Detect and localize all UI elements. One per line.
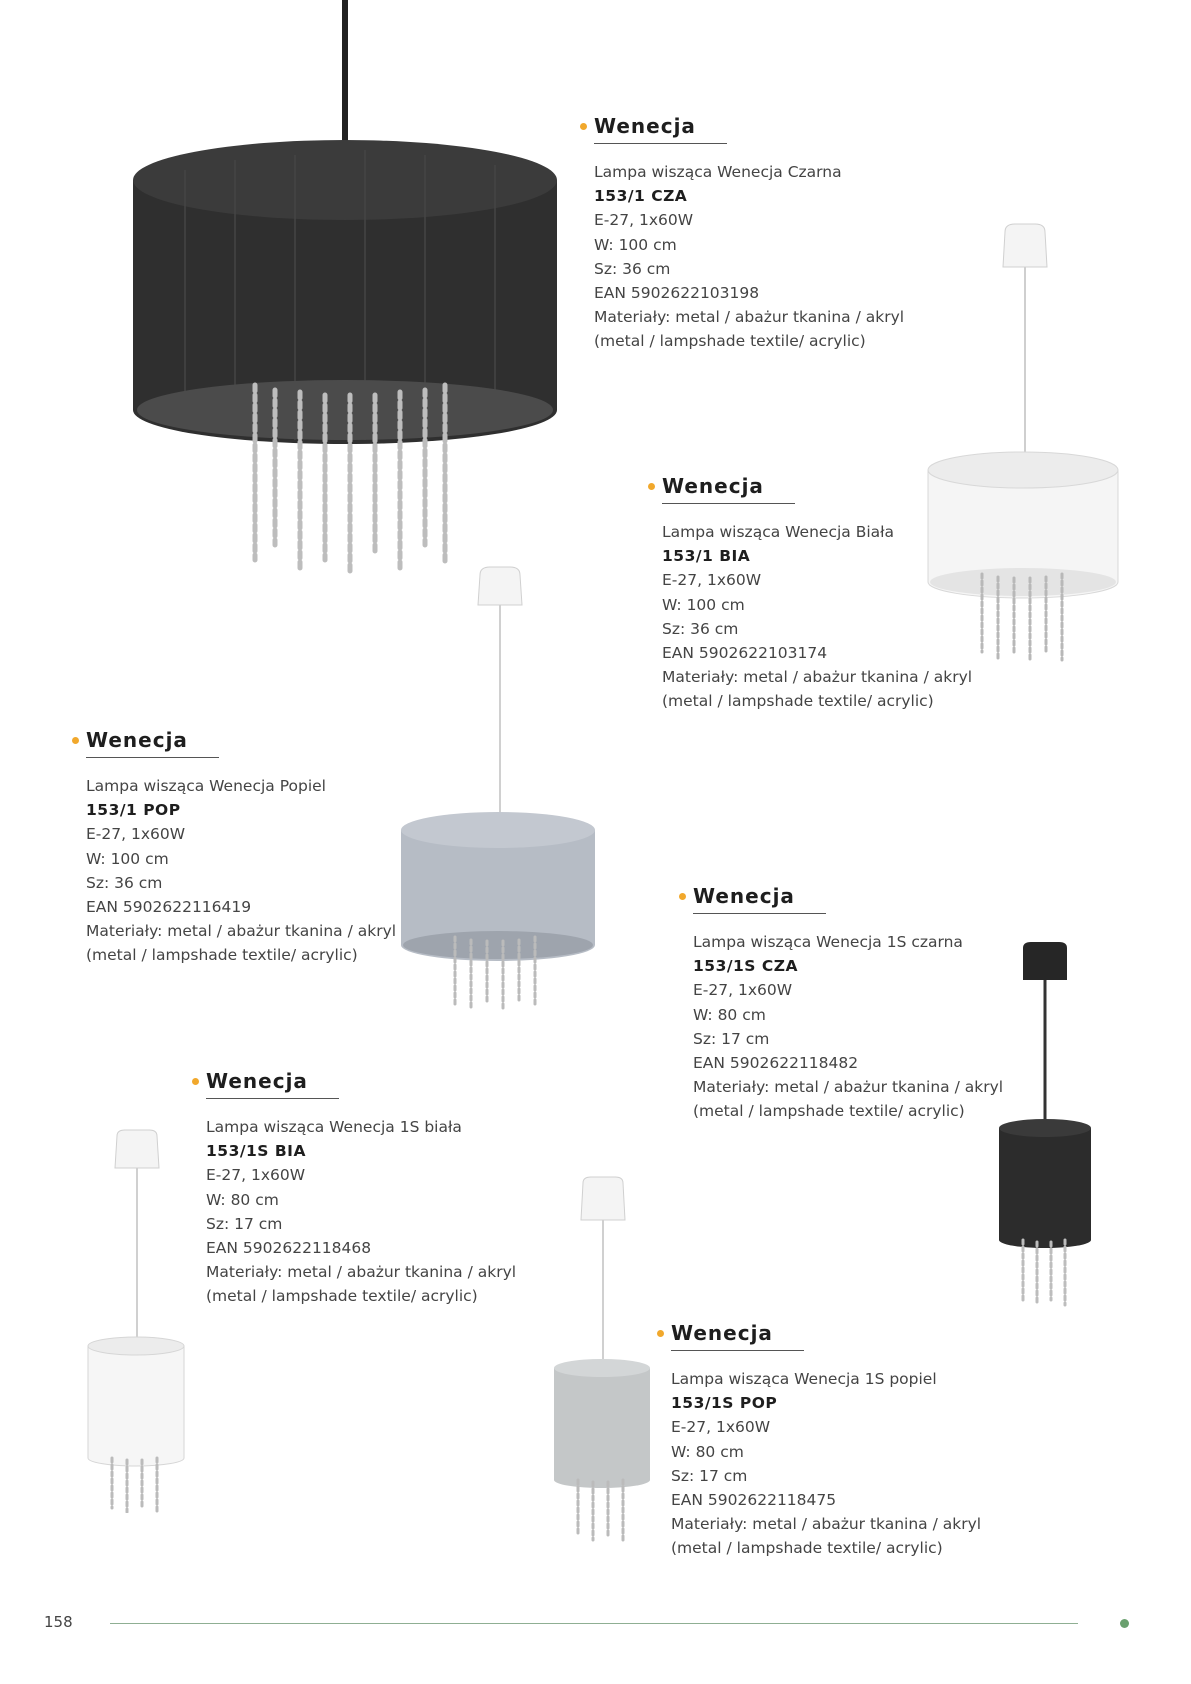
product-code: 153/1 BIA: [662, 547, 751, 566]
product-ean: EAN 5902622103198: [594, 284, 760, 303]
product-materials-en: (metal / lampshade textile/ acrylic): [86, 946, 358, 965]
product-title: Wenecja: [693, 884, 795, 908]
product-title: Wenecja: [86, 728, 188, 752]
product-wenecja-1s-czarna: [693, 884, 1003, 1124]
footer-dot-icon: [1120, 1619, 1129, 1628]
product-materials-en: (metal / lampshade textile/ acrylic): [693, 1102, 965, 1121]
product-materials-en: (metal / lampshade textile/ acrylic): [671, 1539, 943, 1558]
product-ean: EAN 5902622118468: [206, 1239, 372, 1258]
product-height: W: 80 cm: [671, 1442, 744, 1461]
product-title: Wenecja: [594, 114, 696, 138]
product-materials-en: (metal / lampshade textile/ acrylic): [662, 692, 934, 711]
product-height: W: 100 cm: [662, 595, 745, 614]
heading-underline: [86, 757, 219, 759]
product-heading: [679, 884, 1003, 914]
lamp-image-grey-drum: [395, 565, 600, 1010]
product-width: Sz: 36 cm: [662, 619, 739, 638]
product-heading: [657, 1321, 981, 1351]
bullet-dot-icon: [580, 123, 587, 130]
product-width: Sz: 36 cm: [594, 259, 671, 278]
page-number: 158: [44, 1613, 73, 1631]
product-code: 153/1S BIA: [206, 1142, 306, 1161]
product-name: Lampa wisząca Wenecja 1S czarna: [693, 933, 963, 951]
product-title: Wenecja: [671, 1321, 773, 1345]
heading-underline: [662, 503, 795, 505]
product-heading: [192, 1069, 516, 1099]
product-code: 153/1 POP: [86, 801, 181, 820]
product-socket: E-27, 1x60W: [693, 981, 793, 1000]
product-ean: EAN 5902622118482: [693, 1054, 859, 1073]
product-wenecja-1s-biala: [206, 1069, 516, 1309]
product-socket: E-27, 1x60W: [594, 211, 694, 230]
product-code: 153/1 CZA: [594, 187, 688, 206]
product-ean: EAN 5902622116419: [86, 898, 252, 917]
product-wenecja-popiel: [86, 728, 396, 968]
product-materials-en: (metal / lampshade textile/ acrylic): [206, 1287, 478, 1306]
product-title: Wenecja: [206, 1069, 308, 1093]
product-ean: EAN 5902622103174: [662, 644, 828, 663]
product-height: W: 80 cm: [693, 1005, 766, 1024]
product-width: Sz: 17 cm: [693, 1029, 770, 1048]
bullet-dot-icon: [679, 893, 686, 900]
product-socket: E-27, 1x60W: [206, 1166, 306, 1185]
product-name: Lampa wisząca Wenecja 1S popiel: [671, 1370, 937, 1388]
product-name: Lampa wisząca Wenecja Popiel: [86, 777, 326, 795]
product-name: Lampa wisząca Wenecja 1S biała: [206, 1118, 462, 1136]
bullet-dot-icon: [192, 1078, 199, 1085]
product-width: Sz: 36 cm: [86, 873, 163, 892]
heading-underline: [206, 1098, 339, 1100]
product-socket: E-27, 1x60W: [662, 571, 762, 590]
lamp-image-grey-cylinder: [548, 1175, 658, 1545]
heading-underline: [671, 1350, 804, 1352]
product-height: W: 100 cm: [594, 235, 677, 254]
lamp-image-white-cylinder: [82, 1128, 192, 1513]
product-name: Lampa wisząca Wenecja Biała: [662, 523, 895, 541]
product-wenecja-1s-popiel: [671, 1321, 981, 1561]
product-materials: Materiały: metal / abażur tkanina / akryl: [662, 668, 973, 687]
product-title: Wenecja: [662, 474, 764, 498]
product-wenecja-biala: [662, 474, 972, 714]
bullet-dot-icon: [657, 1330, 664, 1337]
product-socket: E-27, 1x60W: [671, 1418, 771, 1437]
product-materials: Materiały: metal / abażur tkanina / akryl: [671, 1515, 982, 1534]
heading-underline: [594, 143, 727, 145]
bullet-dot-icon: [72, 737, 79, 744]
product-socket: E-27, 1x60W: [86, 825, 186, 844]
product-code: 153/1S CZA: [693, 957, 798, 976]
product-height: W: 80 cm: [206, 1190, 279, 1209]
product-materials: Materiały: metal / abażur tkanina / akryl: [86, 922, 397, 941]
footer-divider: [110, 1623, 1078, 1624]
product-heading: [580, 114, 904, 144]
product-heading: [648, 474, 972, 504]
product-name: Lampa wisząca Wenecja Czarna: [594, 163, 842, 181]
bullet-dot-icon: [648, 483, 655, 490]
product-materials: Materiały: metal / abażur tkanina / akryl: [594, 308, 905, 327]
product-materials: Materiały: metal / abażur tkanina / akryl: [206, 1263, 517, 1282]
product-width: Sz: 17 cm: [671, 1466, 748, 1485]
product-ean: EAN 5902622118475: [671, 1491, 837, 1510]
product-height: W: 100 cm: [86, 849, 169, 868]
product-wenecja-czarna: [594, 114, 904, 354]
product-code: 153/1S POP: [671, 1394, 778, 1413]
product-width: Sz: 17 cm: [206, 1214, 283, 1233]
heading-underline: [693, 913, 826, 915]
lamp-image-black-drum: [125, 0, 565, 600]
product-heading: [72, 728, 396, 758]
product-materials-en: (metal / lampshade textile/ acrylic): [594, 332, 866, 351]
product-materials: Materiały: metal / abażur tkanina / akryl: [693, 1078, 1004, 1097]
